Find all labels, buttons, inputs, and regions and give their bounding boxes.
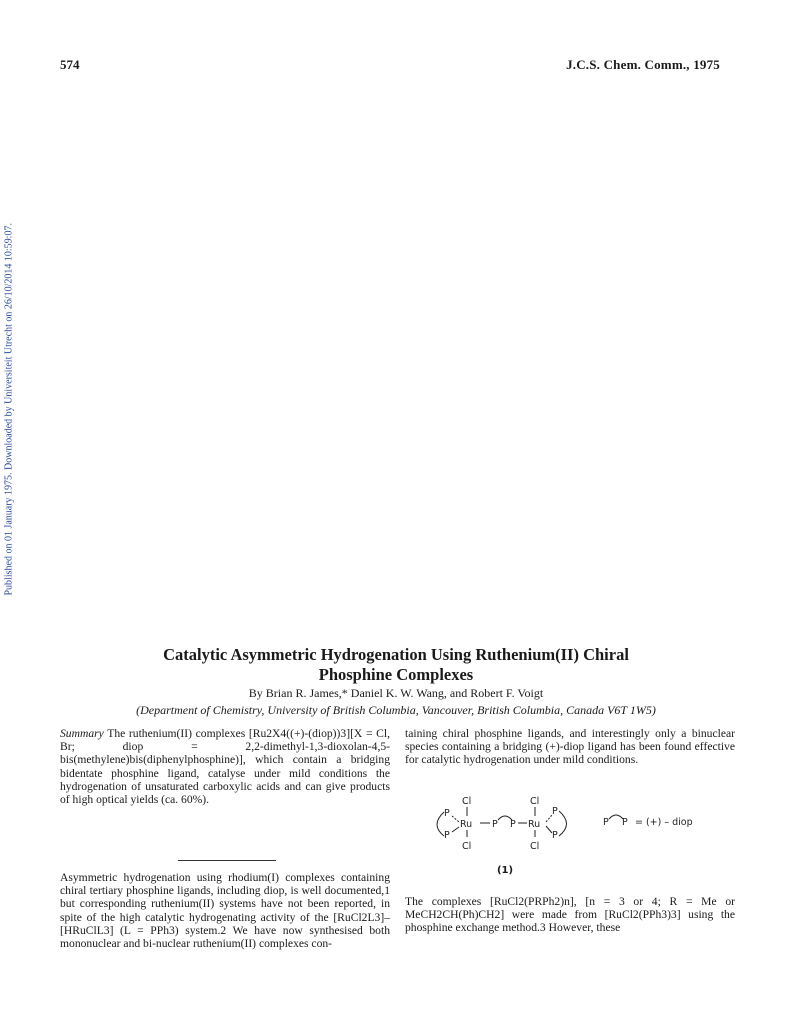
- scheme-p-4: P: [510, 819, 516, 830]
- scheme-p-3: P: [492, 819, 498, 830]
- legend-text: = (+) – diop: [635, 817, 693, 828]
- scheme-cl-1: Cl: [462, 796, 472, 807]
- summary-text: The ruthenium(II) complexes [Ru2X4((+)-(diop))3][X = Cl, Br; diop = 2,2-dimethyl-1,3-dioxolan-4,5-bis(methylene)bis(diphenylphosphine)], which contain a bridging bidentate phosphine ligand, catalyse under mild conditions the hydrogenation of unsaturated carboxylic acids and can give products of high optical yields (ca. 60%).: [60, 727, 390, 807]
- chelate-arc-left: [437, 812, 444, 836]
- scheme-p-5: P: [552, 806, 558, 817]
- scheme-cl-4: Cl: [530, 841, 540, 852]
- summary: [60, 727, 390, 806]
- section-divider: [178, 860, 276, 861]
- title-line-1: Catalytic Asymmetric Hydrogenation Using Ruthenium(II) Chiral: [163, 645, 629, 664]
- authors: By Brian R. James,* Daniel K. W. Wang, and Robert F. Voigt: [248, 686, 544, 700]
- legend-p-1: P: [603, 817, 609, 828]
- download-watermark[interactable]: Published on 01 January 1975. Downloaded by Universiteit Utrecht on 26/10/2014 10:59:07.: [3, 223, 15, 596]
- body-text-right-top: taining chiral phosphine ligands, and interestingly only a binuclear species containing a bridging (+)-diop ligand has been found effective for catalytic hydrogenation under mild conditions.: [405, 727, 735, 767]
- legend-arc: [609, 815, 623, 819]
- affiliation: (Department of Chemistry, University of British Columbia, Vancouver, British Columbia, Canada V6T 1W5): [136, 703, 656, 717]
- scheme-ru-2: Ru: [528, 819, 541, 830]
- scheme-p-2: P: [444, 830, 450, 841]
- article-title: [60, 645, 732, 685]
- journal-header: J.C.S. Chem. Comm., 1975: [566, 57, 720, 72]
- scheme-ru-1: Ru: [460, 819, 473, 830]
- title-line-2: Phosphine Complexes: [318, 665, 474, 684]
- page-number: 574: [60, 57, 80, 72]
- summary-label: Summary: [60, 727, 104, 740]
- body-text-right-bottom: The complexes [RuCl2(PRPh2)n], [n = 3 or 4; R = Me or MeCH2CH(Ph)CH2] were made from [RuCl2(PPh3)3] using the phosphine exchange method.3 However, these: [405, 895, 735, 935]
- chelate-arc-right: [559, 811, 567, 836]
- structure-label: (1): [496, 865, 514, 876]
- scheme-p-6: P: [552, 830, 558, 841]
- scheme-p-1: P: [444, 808, 450, 819]
- scheme-cl-3: Cl: [462, 841, 472, 852]
- body-text-left: Asymmetric hydrogenation using rhodium(I) complexes containing chiral tertiary phosphine ligands, including diop, is well documented,1 but corresponding ruthenium(II) systems have not been reported, in spite of the high catalytic hydrogenating activity of the [RuCl2L3]–[HRuClL3] (L = PPh3) system.2 We have now synthesised both mononuclear and bi-nuclear ruthenium(II) complexes con-: [60, 871, 390, 951]
- legend-p-2: P: [622, 817, 628, 828]
- chemical-structure: [428, 792, 718, 852]
- scheme-cl-2: Cl: [530, 796, 540, 807]
